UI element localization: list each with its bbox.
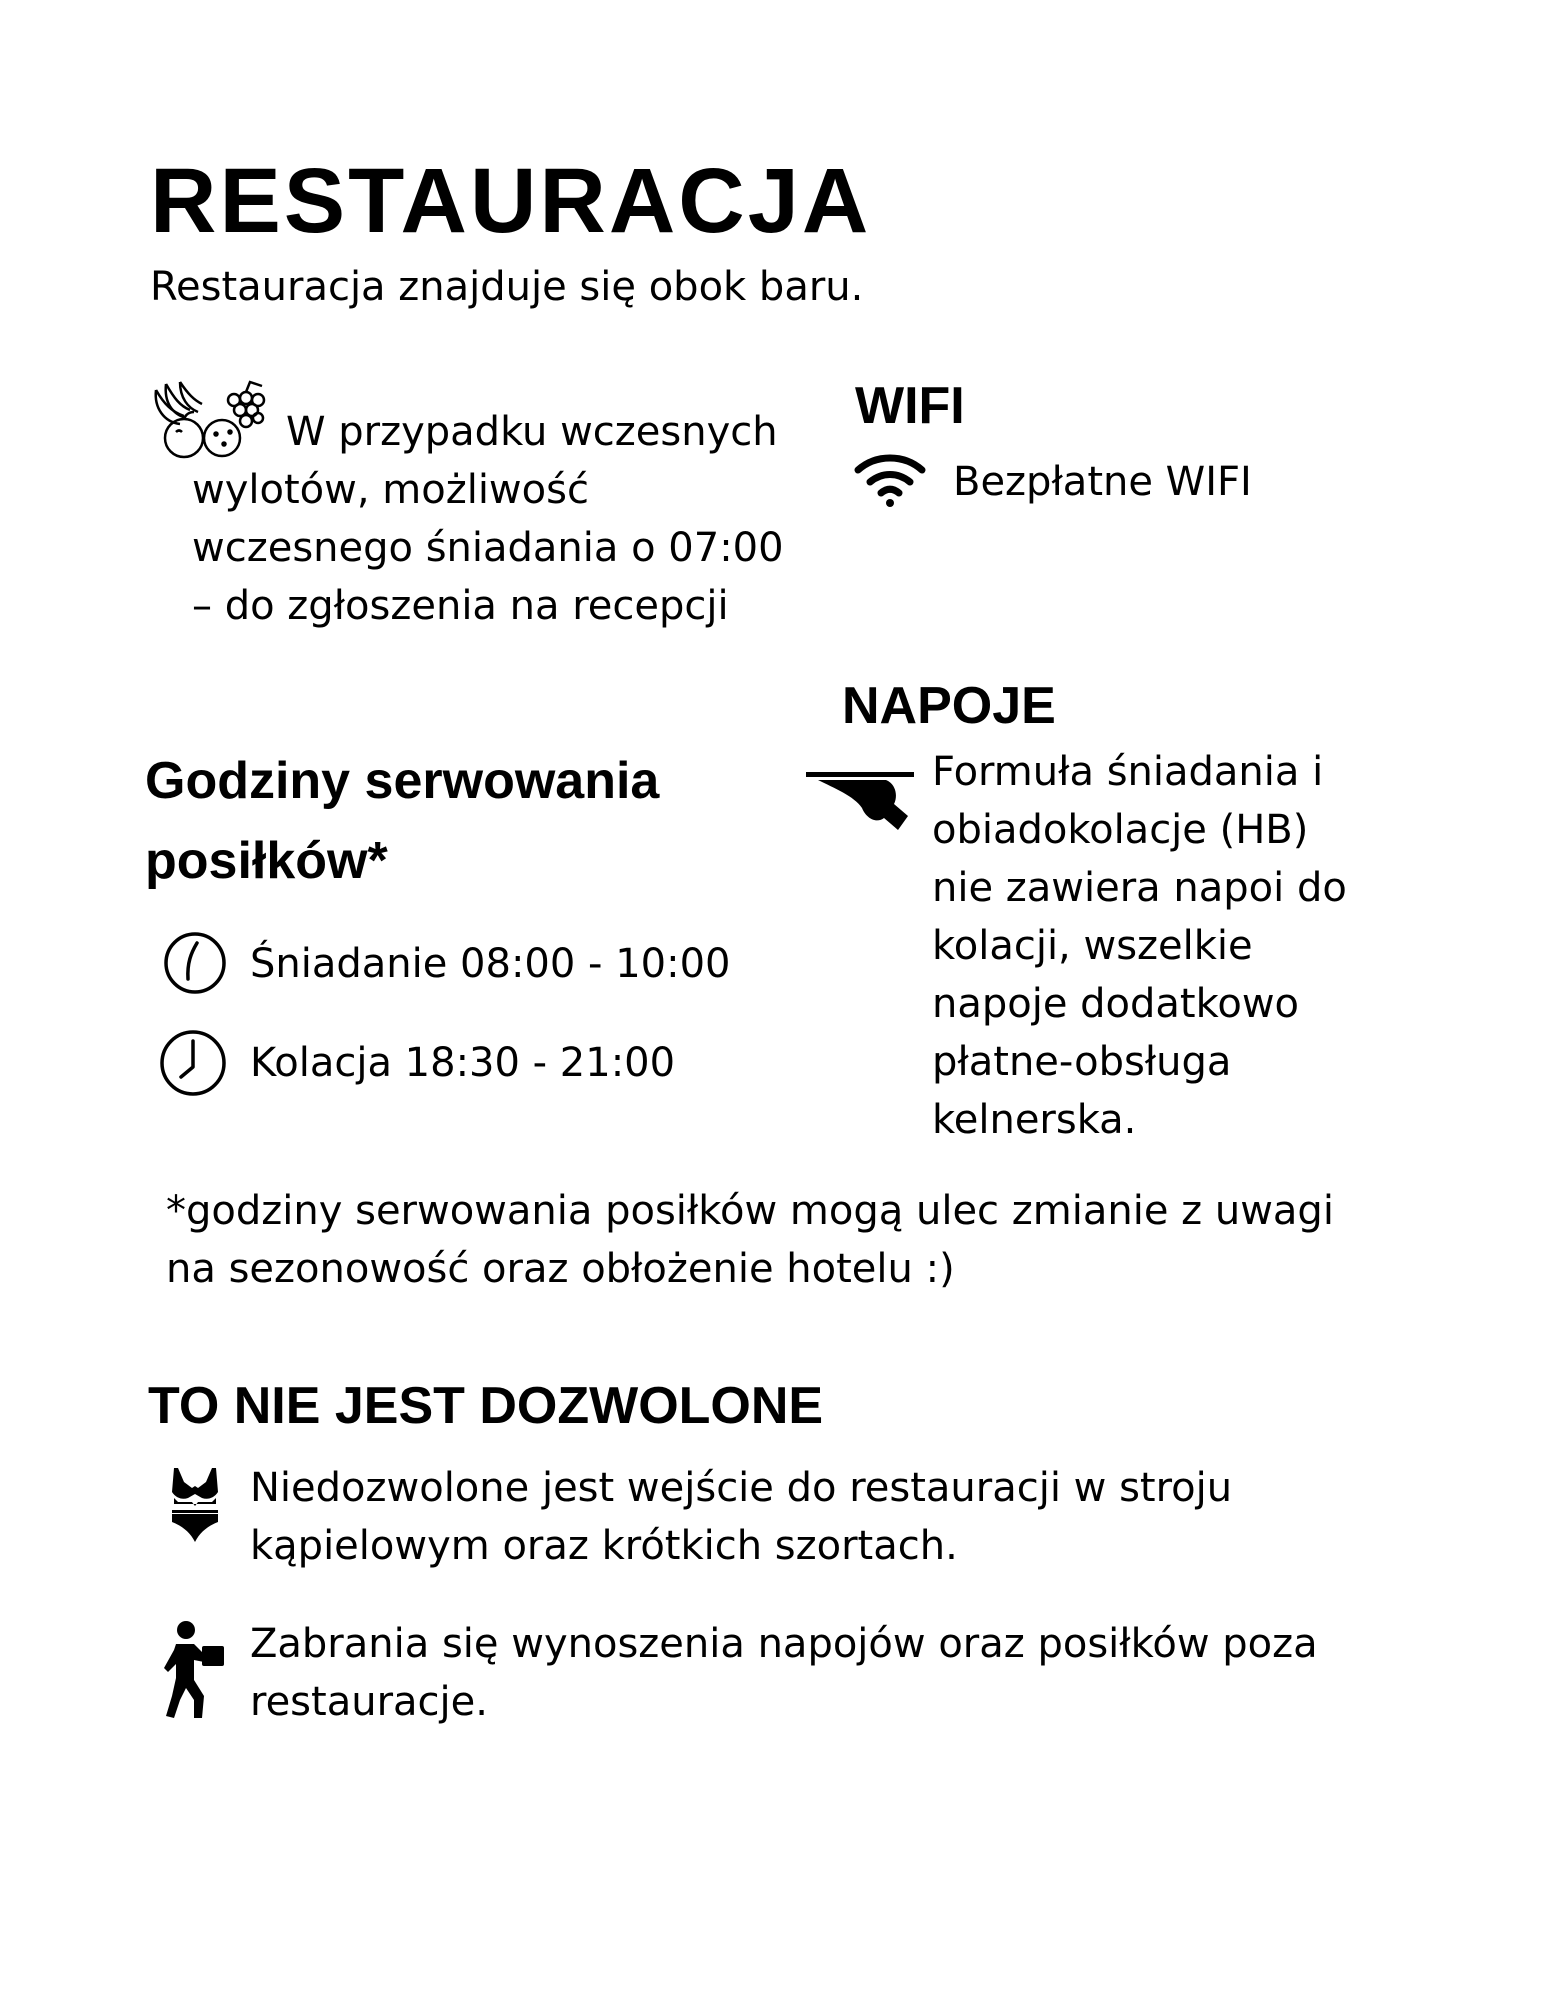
fruits-icon [150,378,270,460]
swimsuit-rule-line-2: kąpielowym oraz krótkich szortach. [250,1523,958,1569]
meal-hours-note-line-2: na sezonowość oraz obłożenie hotelu :) [166,1246,955,1292]
clock-icon [159,1029,227,1097]
person-carrying-box-icon [164,1620,228,1720]
waiter-tray-icon [804,768,916,844]
drinks-line-4: kolacji, wszelkie [932,923,1253,969]
takeaway-rule-line-1: Zabrania się wynoszenia napojów oraz posiłków poza [250,1621,1318,1667]
wifi-heading: WIFI [855,377,965,435]
clock-icon [163,931,227,995]
swimsuit-rule-line-1: Niedozwolone jest wejście do restauracji w stroju [250,1465,1233,1511]
page-subtitle: Restauracja znajduje się obok baru. [150,264,864,310]
swimsuit-icon [170,1466,220,1550]
breakfast-hours: Śniadanie 08:00 - 10:00 [250,941,731,987]
drinks-line-2: obiadokolacje (HB) [932,807,1309,853]
meal-hours-note-line-1: *godziny serwowania posiłków mogą ulec zmianie z uwagi [166,1188,1334,1234]
page-title: RESTAURACJA [150,150,872,252]
wifi-text: Bezpłatne WIFI [953,459,1252,505]
drinks-line-6: płatne-obsługa [932,1039,1232,1085]
drinks-line-7: kelnerska. [932,1097,1137,1143]
drinks-line-3: nie zawiera napoi do [932,865,1347,911]
early-breakfast-line-2: wylotów, możliwość [192,467,589,513]
meal-hours-heading-line-1: Godziny serwowania [145,752,660,810]
meal-hours-heading-line-2: posiłków* [145,832,388,890]
drinks-line-5: napoje dodatkowo [932,981,1300,1027]
takeaway-rule-line-2: restauracje. [250,1679,488,1725]
early-breakfast-line-4: – do zgłoszenia na recepcji [192,583,729,629]
early-breakfast-line-3: wczesnego śniadania o 07:00 [192,525,784,571]
dinner-hours: Kolacja 18:30 - 21:00 [250,1040,676,1086]
drinks-heading: NAPOJE [842,677,1056,735]
drinks-line-1: Formuła śniadania i [932,749,1324,795]
wifi-icon [852,450,928,508]
early-breakfast-line-1: W przypadku wczesnych [286,409,778,455]
not-allowed-heading: TO NIE JEST DOZWOLONE [148,1377,824,1435]
